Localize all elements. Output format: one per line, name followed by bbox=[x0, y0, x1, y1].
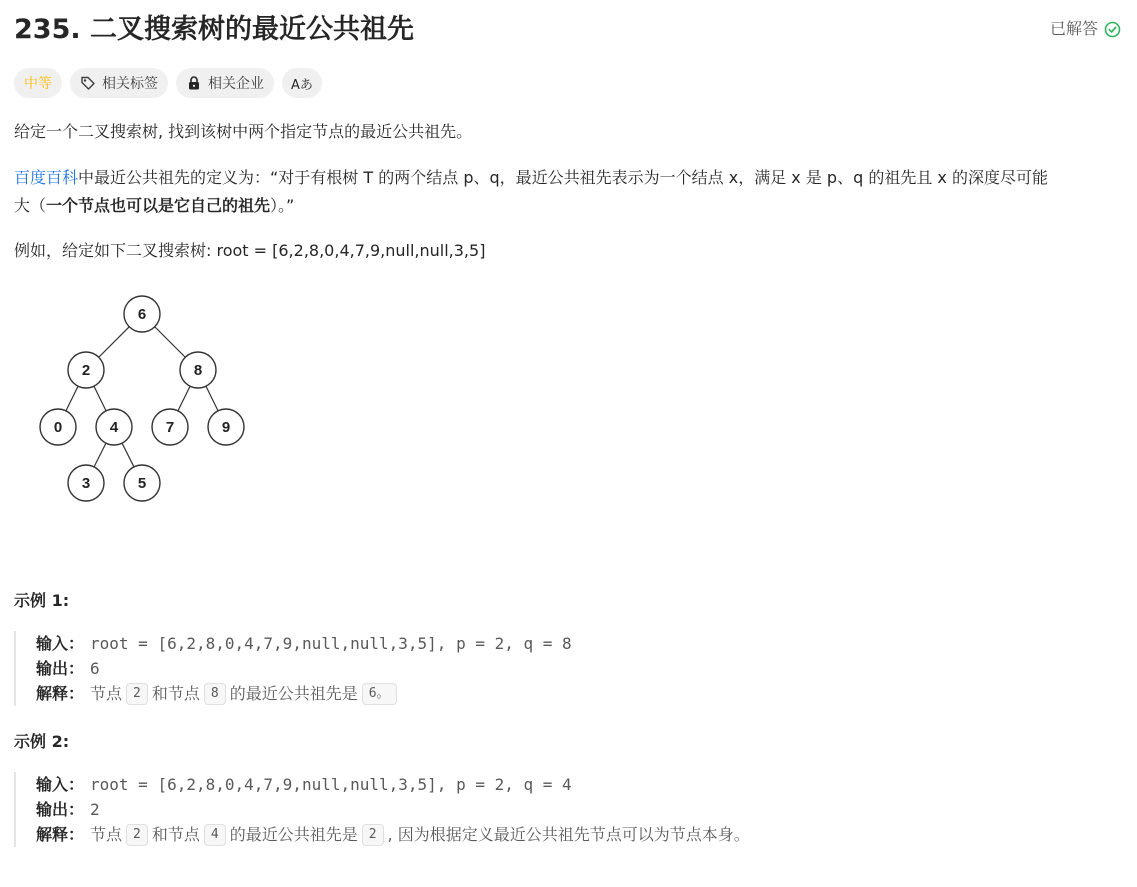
output-label: 输出： bbox=[36, 800, 85, 819]
translate-icon: Aあ bbox=[291, 77, 313, 93]
difficulty-badge bbox=[14, 68, 62, 98]
difficulty-label: 中等 bbox=[24, 76, 52, 92]
tree-node bbox=[96, 409, 132, 445]
node-label: 8 bbox=[193, 362, 203, 379]
explain-label: 解释： bbox=[36, 825, 85, 844]
explain-text: , 因为根据定义最近公共祖先节点可以为节点本身。 bbox=[387, 825, 750, 844]
bst-diagram bbox=[36, 294, 250, 504]
definition-bold: 一个节点也可以是它自己的祖先 bbox=[46, 196, 271, 215]
example-2-title: 示例 2: bbox=[14, 732, 70, 751]
output-value: 6 bbox=[90, 659, 100, 678]
example-2-input bbox=[36, 772, 1114, 797]
intro-paragraph: 给定一个二叉搜索树, 找到该树中两个指定节点的最近公共祖先。 bbox=[14, 122, 473, 141]
example-1-input bbox=[36, 631, 1114, 656]
definition-text-2: 大（ bbox=[14, 196, 47, 215]
node-label: 5 bbox=[137, 475, 147, 492]
node-label: 2 bbox=[81, 362, 91, 379]
definition-paragraph bbox=[14, 164, 1124, 220]
solved-status bbox=[1050, 18, 1121, 40]
code-chip: 4 bbox=[204, 824, 226, 846]
example-1-output bbox=[36, 656, 1114, 681]
explain-text: 和节点 bbox=[151, 825, 200, 844]
translate-button[interactable] bbox=[282, 68, 322, 98]
explain-text: 的最近公共祖先是 bbox=[229, 825, 358, 844]
problem-title: 235. 二叉搜索树的最近公共祖先 bbox=[14, 14, 415, 45]
example-intro: 例如，给定如下二叉搜索树: root = [6,2,8,0,4,7,9,null,null,3,5] bbox=[14, 241, 486, 260]
tree-node bbox=[208, 409, 244, 445]
code-chip: 2 bbox=[126, 683, 148, 705]
tree-nodes bbox=[40, 296, 244, 501]
output-label: 输出： bbox=[36, 659, 85, 678]
related-companies-label: 相关企业 bbox=[208, 76, 264, 92]
definition-text-1: 中最近公共祖先的定义为：“对于有根树 T 的两个结点 p、q，最近公共祖先表示为一个结点 x，满足 x 是 p、q 的祖先且 x 的深度尽可能 bbox=[78, 168, 1048, 187]
example-2-block bbox=[14, 772, 1114, 847]
related-topics-label: 相关标签 bbox=[102, 76, 158, 92]
explain-text: 节点 bbox=[90, 684, 123, 703]
node-label: 9 bbox=[221, 419, 231, 436]
output-value: 2 bbox=[90, 800, 100, 819]
related-companies-button[interactable] bbox=[176, 68, 274, 98]
tree-node bbox=[40, 409, 76, 445]
example-1-title: 示例 1: bbox=[14, 591, 70, 610]
example-2-explanation bbox=[36, 822, 1114, 847]
tag-row bbox=[14, 68, 322, 98]
tree-node bbox=[68, 465, 104, 501]
input-value: root = [6,2,8,0,4,7,9,null,null,3,5], p = 2, q = 8 bbox=[90, 634, 572, 653]
explain-text: 和节点 bbox=[151, 684, 200, 703]
explain-text: 的最近公共祖先是 bbox=[229, 684, 358, 703]
node-label: 7 bbox=[165, 419, 175, 436]
code-chip: 6。 bbox=[362, 683, 397, 705]
node-label: 4 bbox=[109, 419, 119, 436]
baike-link[interactable]: 百度百科 bbox=[14, 168, 79, 187]
bst-svg bbox=[36, 294, 250, 504]
input-label: 输入： bbox=[36, 634, 85, 653]
related-topics-button[interactable] bbox=[70, 68, 168, 98]
explain-text: 节点 bbox=[90, 825, 123, 844]
input-value: root = [6,2,8,0,4,7,9,null,null,3,5], p = 2, q = 4 bbox=[90, 775, 572, 794]
tree-node bbox=[124, 296, 160, 332]
tree-node bbox=[124, 465, 160, 501]
example-1-explanation bbox=[36, 681, 1114, 706]
solved-label: 已解答 bbox=[1049, 19, 1098, 38]
node-label: 6 bbox=[137, 306, 147, 323]
example-1-block bbox=[14, 631, 1114, 706]
code-chip: 8 bbox=[204, 683, 226, 705]
check-circle-icon bbox=[1104, 21, 1121, 38]
tree-node bbox=[68, 352, 104, 388]
tree-node bbox=[152, 409, 188, 445]
input-label: 输入： bbox=[36, 775, 85, 794]
tree-node bbox=[180, 352, 216, 388]
code-chip: 2 bbox=[362, 824, 384, 846]
code-chip: 2 bbox=[126, 824, 148, 846]
lock-icon bbox=[186, 75, 202, 91]
tag-icon bbox=[80, 75, 96, 91]
node-label: 0 bbox=[53, 419, 63, 436]
definition-text-3: ）。” bbox=[270, 196, 295, 215]
explain-label: 解释： bbox=[36, 684, 85, 703]
example-2-output bbox=[36, 797, 1114, 822]
node-label: 3 bbox=[81, 475, 91, 492]
